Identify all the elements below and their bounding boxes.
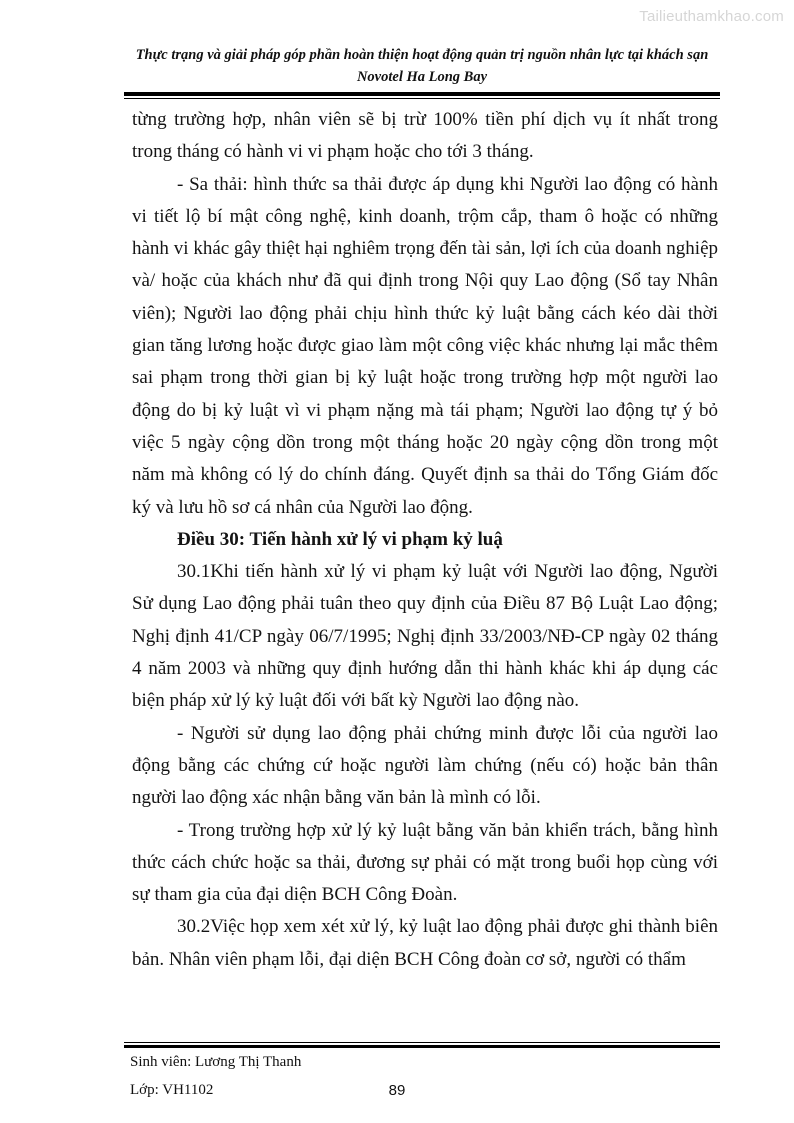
page-number: 89 <box>388 1082 406 1099</box>
body-paragraph: từng trường hợp, nhân viên sẽ bị trừ 100% tiền phí dịch vụ ít nhất trong trong tháng có hành vi vi phạm hoặc cho tới 3 tháng. <box>132 109 718 163</box>
document-header <box>124 44 720 99</box>
body-paragraph: - Trong trường hợp xử lý kỷ luật bằng văn bản khiển trách, bằng hình thức cách chức hoặc sa thải, đương sự phải có mặt trong buổi họp cùng với sự tham gia của đại diện BCH Công Đoàn. <box>132 819 718 906</box>
header-title-line1: Thực trạng và giải pháp góp phần hoàn thiện hoạt động quản trị nguồn nhân lực tại khách sạn <box>135 47 709 63</box>
footer-rule <box>124 1042 720 1048</box>
body-paragraph: 30.2Việc họp xem xét xử lý, kỷ luật lao động phải được ghi thành biên bản. Nhân viên phạm lỗi, đại diện BCH Công đoàn cơ sở, người có thẩm <box>132 916 718 970</box>
document-body <box>132 104 718 1034</box>
body-paragraph: - Sa thải: hình thức sa thải được áp dụng khi Người lao động có hành vi tiết lộ bí mật công nghệ, kinh doanh, trộm cắp, tham ô hoặc có những hành vi khác gây thiệt hại nghiêm trọng đến tài sản, lợi ích của doanh nghiệp và/ hoặc của khách như đã qui định trong Nội quy Lao động (Sổ tay Nhân viên); Người lao động phải chịu hình thức kỷ luật bằng cách kéo dài thời gian tăng lương hoặc được giao làm một công việc khác nhưng lại mắc thêm sai phạm trong thời gian bị kỷ luật hoặc trong trường hợp một người lao động do bị kỷ luật vì vi phạm nặng mà tái phạm; Người lao động tự ý bỏ việc 5 ngày cộng dồn trong một tháng hoặc 20 ngày cộng dồn trong một năm mà không có lý do chính đáng. Quyết định sa thải do Tổng Giám đốc ký và lưu hồ sơ cá nhân của Người lao động. <box>132 173 718 518</box>
header-title-line2: Novotel Ha Long Bay <box>356 69 488 85</box>
footer-student-name: Sinh viên: Lương Thị Thanh <box>130 1054 302 1070</box>
header-rule <box>124 92 720 99</box>
section-heading: Điều 30: Tiến hành xử lý vi phạm kỷ luậ <box>177 528 503 550</box>
footer-class-label: Lớp: VH1102 <box>130 1082 214 1098</box>
body-paragraph: 30.1Khi tiến hành xử lý vi phạm kỷ luật với Người lao động, Người Sử dụng Lao động phải tuân theo quy định của Điều 87 Bộ Luật Lao động; Nghị định 41/CP ngày 06/7/1995; Nghị định 33/2003/NĐ-CP ngày 02 tháng 4 năm 2003 và những quy định hướng dẫn thi hành khác khi áp dụng các biện pháp xử lý kỷ luật đối với bất kỳ Người lao động nào. <box>132 561 718 712</box>
watermark-text: Tailieuthamkhao.com <box>639 8 784 25</box>
body-paragraph: - Người sử dụng lao động phải chứng minh được lỗi của người lao động bằng các chứng cứ hoặc người làm chứng (nếu có) hoặc bản thân người lao động xác nhận bằng văn bản là mình có lỗi. <box>132 722 718 809</box>
